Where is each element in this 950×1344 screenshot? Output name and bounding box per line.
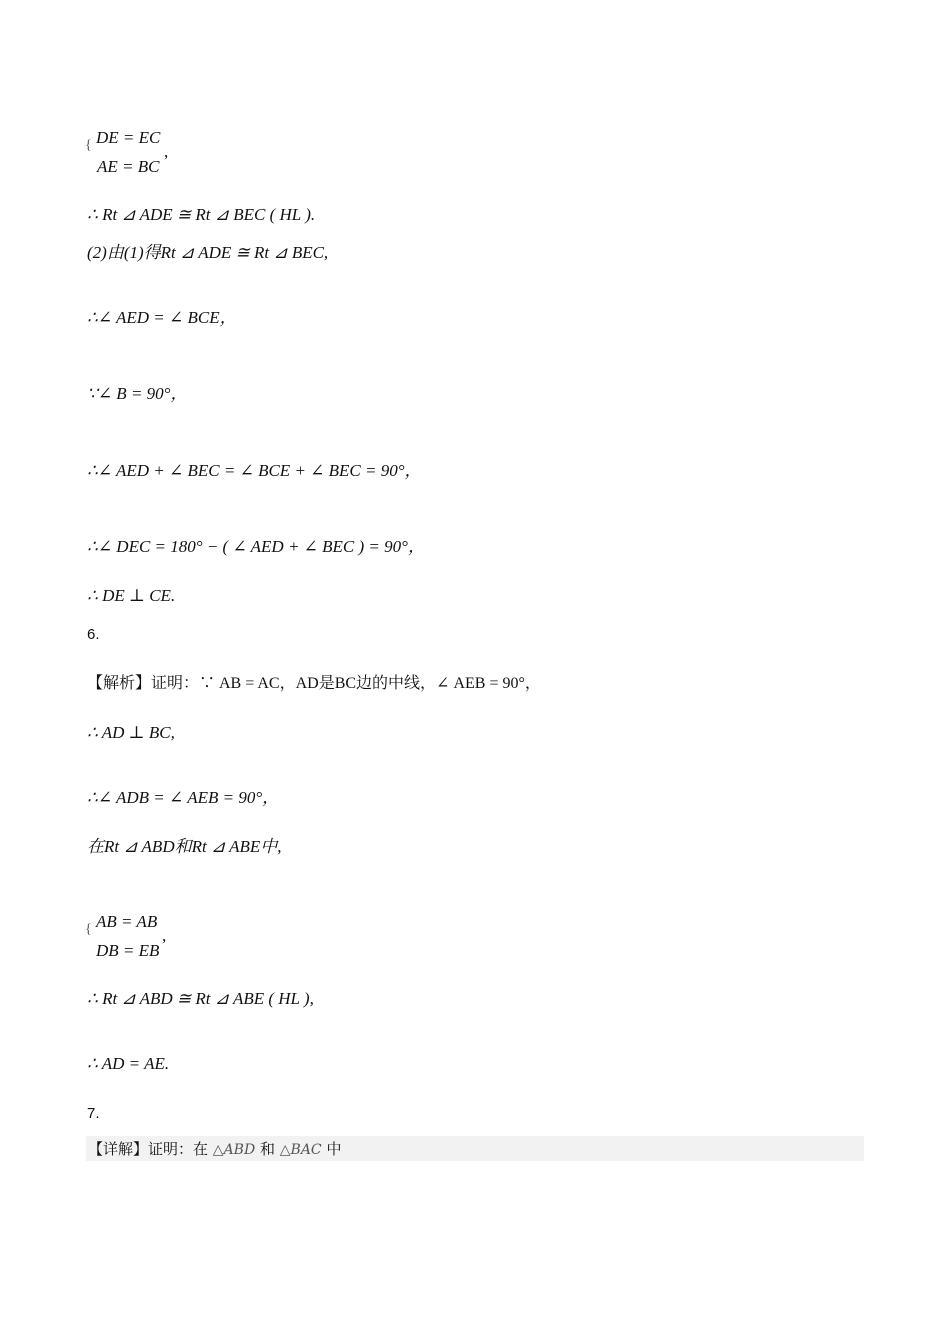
proof-line: (2)由(1)得Rt ⊿ ADE ≅ Rt ⊿ BEC,	[87, 243, 329, 262]
question-number: 7.	[87, 1105, 100, 1122]
solution-label: 【详解】证明：在	[88, 1140, 209, 1158]
triangle-bac: △BAC	[279, 1142, 322, 1158]
brace-glyph: {	[85, 138, 92, 153]
proof-line: 在Rt ⊿ ABD和Rt ⊿ ABE中,	[87, 837, 282, 856]
system-row-2: DB = EB	[96, 941, 160, 960]
triangle-abd: △ABD	[212, 1142, 256, 1158]
system-row-2: AE = BC	[97, 157, 160, 176]
proof-line: ∴∠ AED + ∠ BEC = ∠ BCE + ∠ BEC = 90°，	[87, 461, 422, 480]
proof-line: ∴∠ AED = ∠ BCE，	[87, 308, 237, 327]
highlighted-solution-line	[86, 1136, 864, 1161]
brace-glyph: {	[85, 922, 92, 937]
proof-line: ∴ AD = AE.	[87, 1054, 170, 1073]
proof-line: ∴∠ DEC = 180° − ( ∠ AED + ∠ BEC ) = 90°，	[87, 537, 425, 556]
question-number: 6.	[87, 626, 100, 643]
middle-word: 中	[326, 1140, 342, 1158]
proof-line: ∴ Rt ⊿ ADE ≅ Rt ⊿ BEC ( HL ).	[87, 205, 316, 224]
and-word: 和	[259, 1140, 275, 1158]
solution-intro: 【解析】证明：∵ AB = AC，AD是BC边的中线，∠ AEB = 90°，	[87, 675, 541, 692]
proof-line: ∴ DE ⊥ CE.	[87, 586, 176, 605]
proof-line: ∵∠ B = 90°，	[87, 384, 188, 403]
system-row-1: DE = EC	[96, 128, 161, 147]
system-comma: ,	[162, 926, 167, 945]
proof-line: ∴ AD ⊥ BC,	[87, 723, 175, 742]
proof-line: ∴∠ ADB = ∠ AEB = 90°，	[87, 788, 280, 807]
proof-line: ∴ Rt ⊿ ABD ≅ Rt ⊿ ABE ( HL ),	[87, 989, 314, 1008]
system-comma: ,	[164, 142, 169, 161]
system-row-1: AB = AB	[96, 912, 158, 931]
